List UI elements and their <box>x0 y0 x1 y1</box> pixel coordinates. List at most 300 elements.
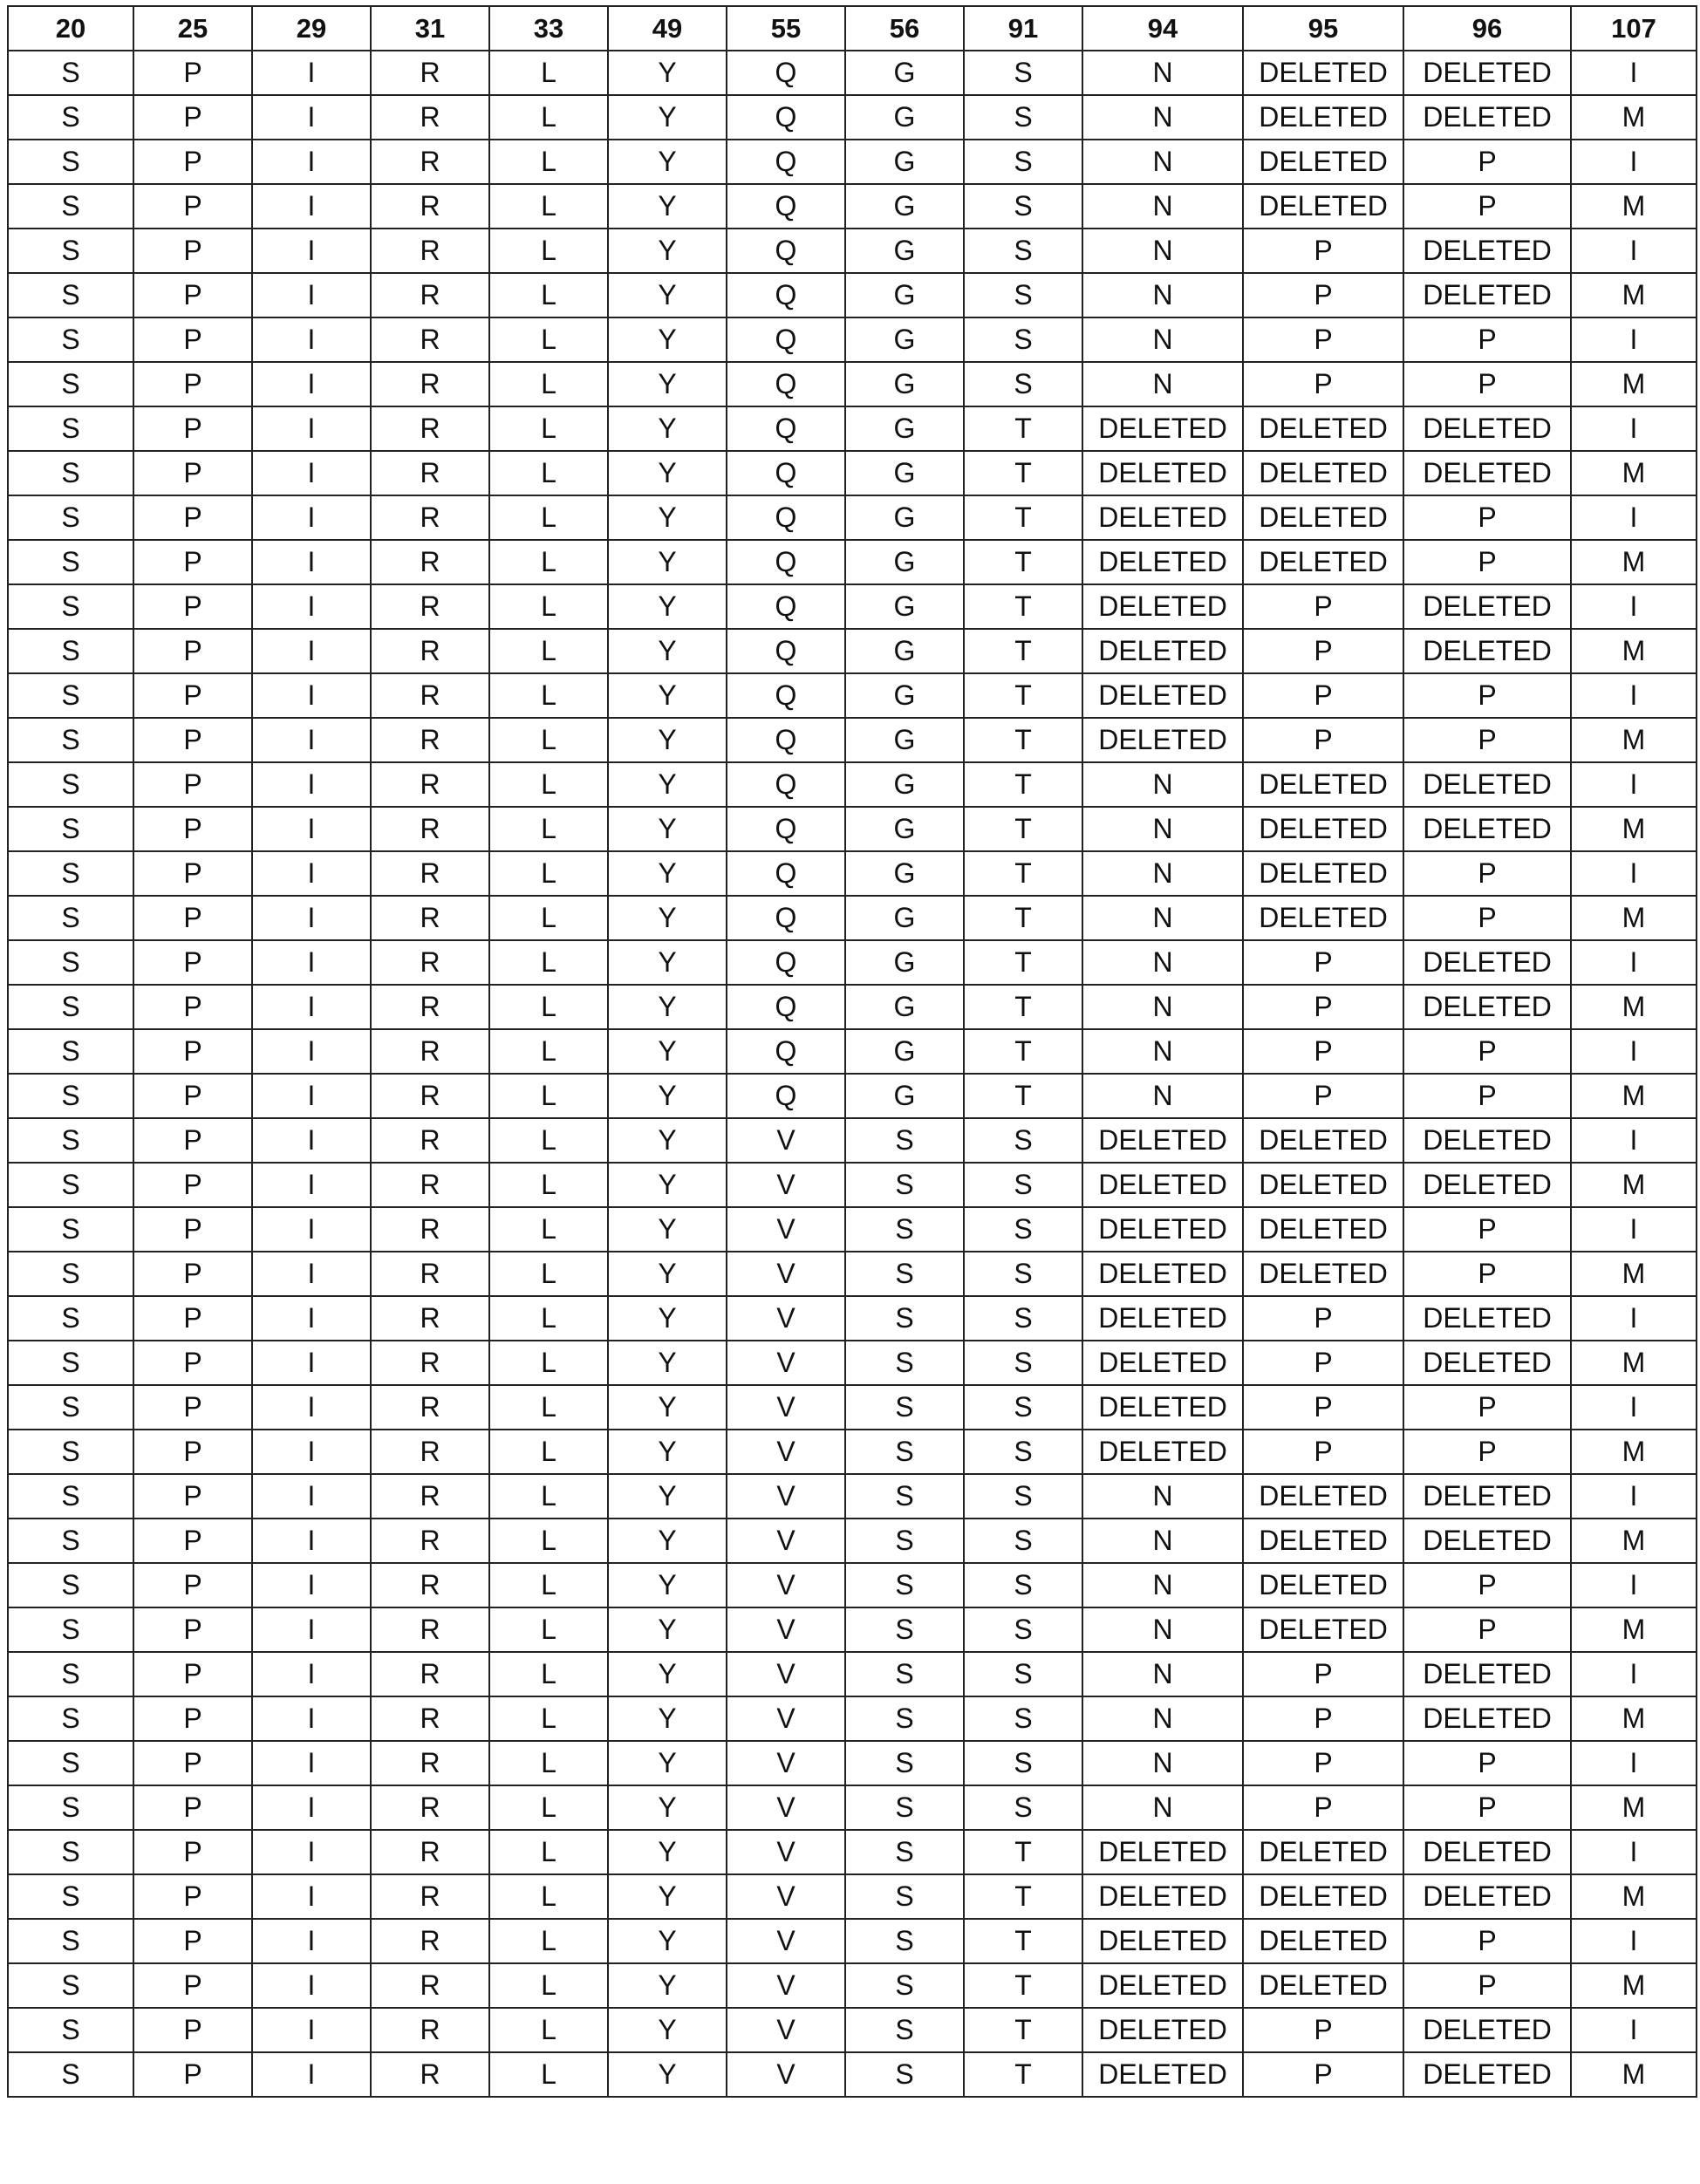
table-cell-pos-29: I <box>252 51 371 95</box>
table-cell-pos-91: T <box>964 2008 1082 2052</box>
table-cell-pos-94: DELETED <box>1082 2008 1243 2052</box>
table-cell-pos-94: N <box>1082 362 1243 406</box>
table-cell-pos-55: V <box>727 1652 845 1696</box>
table-cell-pos-94: DELETED <box>1082 1296 1243 1341</box>
table-cell-pos-56: G <box>845 229 964 273</box>
table-cell-pos-96: P <box>1403 140 1571 184</box>
table-cell-pos-25: P <box>133 540 252 584</box>
table-cell-pos-49: Y <box>608 1252 727 1296</box>
table-cell-pos-33: L <box>489 1785 608 1830</box>
table-cell-pos-25: P <box>133 1341 252 1385</box>
table-cell-pos-94: DELETED <box>1082 1919 1243 1963</box>
table-row <box>8 1785 1697 1830</box>
table-cell-pos-107: I <box>1571 317 1697 362</box>
table-cell-pos-29: I <box>252 629 371 673</box>
table-cell-pos-55: Q <box>727 851 845 896</box>
table-row <box>8 51 1697 95</box>
table-cell-pos-96: P <box>1403 317 1571 362</box>
table-cell-pos-33: L <box>489 451 608 495</box>
table-cell-pos-33: L <box>489 985 608 1029</box>
table-cell-pos-91: S <box>964 1696 1082 1741</box>
table-cell-pos-95: P <box>1243 229 1403 273</box>
table-cell-pos-29: I <box>252 406 371 451</box>
table-cell-pos-94: DELETED <box>1082 584 1243 629</box>
table-cell-pos-95: P <box>1243 1741 1403 1785</box>
table-cell-pos-31: R <box>371 584 489 629</box>
table-cell-pos-29: I <box>252 2008 371 2052</box>
column-header-55: 55 <box>727 6 845 51</box>
table-cell-pos-20: S <box>8 1519 133 1563</box>
table-cell-pos-33: L <box>489 673 608 718</box>
table-cell-pos-25: P <box>133 1519 252 1563</box>
table-cell-pos-94: N <box>1082 140 1243 184</box>
table-cell-pos-107: I <box>1571 673 1697 718</box>
table-cell-pos-25: P <box>133 1474 252 1519</box>
table-cell-pos-25: P <box>133 95 252 140</box>
table-cell-pos-49: Y <box>608 184 727 229</box>
table-row <box>8 1341 1697 1385</box>
table-cell-pos-107: M <box>1571 1074 1697 1118</box>
table-cell-pos-49: Y <box>608 985 727 1029</box>
table-cell-pos-49: Y <box>608 406 727 451</box>
table-cell-pos-107: I <box>1571 1563 1697 1607</box>
table-cell-pos-29: I <box>252 1919 371 1963</box>
table-cell-pos-31: R <box>371 140 489 184</box>
table-cell-pos-33: L <box>489 273 608 317</box>
table-row <box>8 495 1697 540</box>
table-cell-pos-20: S <box>8 807 133 851</box>
table-cell-pos-91: S <box>964 317 1082 362</box>
table-cell-pos-56: S <box>845 1830 964 1874</box>
table-cell-pos-91: S <box>964 1430 1082 1474</box>
table-cell-pos-49: Y <box>608 51 727 95</box>
table-cell-pos-20: S <box>8 1118 133 1163</box>
table-cell-pos-91: S <box>964 273 1082 317</box>
column-header-31: 31 <box>371 6 489 51</box>
table-row <box>8 1563 1697 1607</box>
table-cell-pos-94: N <box>1082 896 1243 940</box>
table-cell-pos-49: Y <box>608 95 727 140</box>
table-cell-pos-96: P <box>1403 495 1571 540</box>
table-cell-pos-91: T <box>964 1029 1082 1074</box>
table-cell-pos-56: G <box>845 673 964 718</box>
table-cell-pos-94: N <box>1082 317 1243 362</box>
table-cell-pos-31: R <box>371 940 489 985</box>
table-cell-pos-56: S <box>845 1696 964 1741</box>
table-cell-pos-33: L <box>489 1741 608 1785</box>
column-header-94: 94 <box>1082 6 1243 51</box>
table-cell-pos-20: S <box>8 584 133 629</box>
table-cell-pos-94: DELETED <box>1082 718 1243 762</box>
table-row <box>8 1652 1697 1696</box>
table-cell-pos-29: I <box>252 1074 371 1118</box>
table-cell-pos-31: R <box>371 184 489 229</box>
table-cell-pos-20: S <box>8 2008 133 2052</box>
table-cell-pos-56: G <box>845 406 964 451</box>
table-row <box>8 1874 1697 1919</box>
table-cell-pos-31: R <box>371 1607 489 1652</box>
table-cell-pos-31: R <box>371 762 489 807</box>
table-cell-pos-95: DELETED <box>1243 1163 1403 1207</box>
table-cell-pos-94: N <box>1082 1029 1243 1074</box>
table-cell-pos-107: M <box>1571 1696 1697 1741</box>
table-cell-pos-91: T <box>964 673 1082 718</box>
table-cell-pos-20: S <box>8 1296 133 1341</box>
table-cell-pos-29: I <box>252 1430 371 1474</box>
table-cell-pos-94: N <box>1082 807 1243 851</box>
table-cell-pos-91: S <box>964 1252 1082 1296</box>
table-cell-pos-20: S <box>8 896 133 940</box>
table-cell-pos-49: Y <box>608 1118 727 1163</box>
table-cell-pos-55: V <box>727 1341 845 1385</box>
table-cell-pos-33: L <box>489 629 608 673</box>
table-row <box>8 229 1697 273</box>
table-cell-pos-31: R <box>371 807 489 851</box>
table-cell-pos-25: P <box>133 1785 252 1830</box>
table-cell-pos-96: DELETED <box>1403 1474 1571 1519</box>
table-cell-pos-56: S <box>845 1652 964 1696</box>
header-row <box>8 6 1697 51</box>
table-cell-pos-96: DELETED <box>1403 451 1571 495</box>
table-cell-pos-56: S <box>845 1474 964 1519</box>
table-cell-pos-49: Y <box>608 1963 727 2008</box>
table-cell-pos-56: G <box>845 1029 964 1074</box>
table-cell-pos-33: L <box>489 95 608 140</box>
table-cell-pos-107: I <box>1571 940 1697 985</box>
mutation-table <box>7 5 1697 2098</box>
table-cell-pos-55: Q <box>727 140 845 184</box>
table-row <box>8 1474 1697 1519</box>
table-cell-pos-96: P <box>1403 184 1571 229</box>
table-cell-pos-96: DELETED <box>1403 95 1571 140</box>
table-cell-pos-94: DELETED <box>1082 1252 1243 1296</box>
table-cell-pos-33: L <box>489 1252 608 1296</box>
table-cell-pos-33: L <box>489 1074 608 1118</box>
table-cell-pos-20: S <box>8 1696 133 1741</box>
table-cell-pos-95: DELETED <box>1243 1474 1403 1519</box>
table-cell-pos-33: L <box>489 2008 608 2052</box>
table-cell-pos-95: DELETED <box>1243 1874 1403 1919</box>
table-row <box>8 851 1697 896</box>
table-cell-pos-55: V <box>727 1296 845 1341</box>
table-cell-pos-91: T <box>964 1963 1082 2008</box>
table-cell-pos-95: P <box>1243 1029 1403 1074</box>
table-cell-pos-29: I <box>252 807 371 851</box>
table-cell-pos-55: V <box>727 1252 845 1296</box>
table-cell-pos-29: I <box>252 451 371 495</box>
table-cell-pos-55: V <box>727 1430 845 1474</box>
table-row <box>8 2052 1697 2097</box>
table-cell-pos-29: I <box>252 1830 371 1874</box>
table-cell-pos-31: R <box>371 985 489 1029</box>
table-cell-pos-33: L <box>489 184 608 229</box>
table-cell-pos-94: DELETED <box>1082 540 1243 584</box>
table-cell-pos-55: Q <box>727 184 845 229</box>
table-cell-pos-31: R <box>371 1252 489 1296</box>
table-cell-pos-49: Y <box>608 718 727 762</box>
table-cell-pos-95: P <box>1243 584 1403 629</box>
table-cell-pos-29: I <box>252 762 371 807</box>
table-cell-pos-25: P <box>133 1741 252 1785</box>
table-cell-pos-95: DELETED <box>1243 1563 1403 1607</box>
table-cell-pos-96: P <box>1403 1563 1571 1607</box>
table-cell-pos-31: R <box>371 1385 489 1430</box>
table-row <box>8 1074 1697 1118</box>
table-cell-pos-55: Q <box>727 673 845 718</box>
table-cell-pos-20: S <box>8 184 133 229</box>
table-cell-pos-91: T <box>964 985 1082 1029</box>
table-cell-pos-107: M <box>1571 540 1697 584</box>
table-cell-pos-31: R <box>371 1474 489 1519</box>
table-cell-pos-33: L <box>489 1474 608 1519</box>
table-cell-pos-33: L <box>489 1919 608 1963</box>
table-cell-pos-20: S <box>8 851 133 896</box>
table-cell-pos-25: P <box>133 184 252 229</box>
table-cell-pos-25: P <box>133 1118 252 1163</box>
table-cell-pos-96: DELETED <box>1403 985 1571 1029</box>
table-cell-pos-55: V <box>727 1207 845 1252</box>
table-cell-pos-49: Y <box>608 896 727 940</box>
table-cell-pos-25: P <box>133 1207 252 1252</box>
table-cell-pos-55: Q <box>727 495 845 540</box>
table-cell-pos-55: Q <box>727 229 845 273</box>
table-cell-pos-94: N <box>1082 1607 1243 1652</box>
table-cell-pos-29: I <box>252 140 371 184</box>
table-cell-pos-91: S <box>964 1519 1082 1563</box>
table-row <box>8 2008 1697 2052</box>
table-cell-pos-20: S <box>8 985 133 1029</box>
table-cell-pos-56: G <box>845 762 964 807</box>
table-cell-pos-91: S <box>964 1341 1082 1385</box>
table-cell-pos-29: I <box>252 1607 371 1652</box>
table-cell-pos-96: DELETED <box>1403 807 1571 851</box>
table-cell-pos-49: Y <box>608 1474 727 1519</box>
table-row <box>8 1252 1697 1296</box>
table-cell-pos-107: I <box>1571 1652 1697 1696</box>
table-cell-pos-55: Q <box>727 985 845 1029</box>
table-cell-pos-29: I <box>252 1296 371 1341</box>
table-row <box>8 1607 1697 1652</box>
table-cell-pos-91: S <box>964 51 1082 95</box>
table-cell-pos-49: Y <box>608 1563 727 1607</box>
table-cell-pos-31: R <box>371 1118 489 1163</box>
table-row <box>8 1118 1697 1163</box>
table-cell-pos-91: T <box>964 584 1082 629</box>
table-cell-pos-96: DELETED <box>1403 1519 1571 1563</box>
table-cell-pos-96: DELETED <box>1403 406 1571 451</box>
table-cell-pos-56: G <box>845 629 964 673</box>
table-cell-pos-94: DELETED <box>1082 1163 1243 1207</box>
table-cell-pos-95: P <box>1243 1296 1403 1341</box>
table-cell-pos-25: P <box>133 1296 252 1341</box>
table-cell-pos-94: DELETED <box>1082 1830 1243 1874</box>
table-cell-pos-49: Y <box>608 762 727 807</box>
table-cell-pos-33: L <box>489 1963 608 2008</box>
table-cell-pos-94: N <box>1082 1519 1243 1563</box>
table-cell-pos-55: V <box>727 1563 845 1607</box>
table-cell-pos-56: G <box>845 95 964 140</box>
table-cell-pos-31: R <box>371 1830 489 1874</box>
table-cell-pos-20: S <box>8 273 133 317</box>
table-cell-pos-107: M <box>1571 629 1697 673</box>
table-cell-pos-33: L <box>489 1296 608 1341</box>
table-cell-pos-29: I <box>252 1341 371 1385</box>
table-cell-pos-20: S <box>8 1474 133 1519</box>
table-cell-pos-49: Y <box>608 2052 727 2097</box>
table-cell-pos-96: P <box>1403 1029 1571 1074</box>
table-cell-pos-95: P <box>1243 1430 1403 1474</box>
table-cell-pos-95: DELETED <box>1243 896 1403 940</box>
table-cell-pos-25: P <box>133 1830 252 1874</box>
table-cell-pos-33: L <box>489 1341 608 1385</box>
table-cell-pos-31: R <box>371 1074 489 1118</box>
table-cell-pos-91: S <box>964 229 1082 273</box>
column-header-91: 91 <box>964 6 1082 51</box>
table-cell-pos-33: L <box>489 1385 608 1430</box>
table-cell-pos-25: P <box>133 406 252 451</box>
table-cell-pos-29: I <box>252 1519 371 1563</box>
table-cell-pos-33: L <box>489 1430 608 1474</box>
table-cell-pos-96: DELETED <box>1403 940 1571 985</box>
table-cell-pos-20: S <box>8 140 133 184</box>
table-row <box>8 1963 1697 2008</box>
table-cell-pos-49: Y <box>608 362 727 406</box>
table-cell-pos-20: S <box>8 629 133 673</box>
table-cell-pos-56: G <box>845 896 964 940</box>
table-cell-pos-107: I <box>1571 762 1697 807</box>
table-cell-pos-55: Q <box>727 95 845 140</box>
table-cell-pos-94: N <box>1082 1696 1243 1741</box>
table-cell-pos-49: Y <box>608 1029 727 1074</box>
table-cell-pos-31: R <box>371 896 489 940</box>
table-cell-pos-95: P <box>1243 629 1403 673</box>
table-cell-pos-56: S <box>845 1207 964 1252</box>
table-cell-pos-55: V <box>727 1919 845 1963</box>
table-cell-pos-33: L <box>489 718 608 762</box>
column-header-49: 49 <box>608 6 727 51</box>
table-cell-pos-107: M <box>1571 1963 1697 2008</box>
table-cell-pos-107: I <box>1571 584 1697 629</box>
table-cell-pos-55: V <box>727 1874 845 1919</box>
table-cell-pos-94: DELETED <box>1082 1874 1243 1919</box>
table-cell-pos-49: Y <box>608 1430 727 1474</box>
table-row <box>8 1919 1697 1963</box>
table-cell-pos-94: DELETED <box>1082 673 1243 718</box>
table-cell-pos-94: DELETED <box>1082 1963 1243 2008</box>
table-cell-pos-31: R <box>371 540 489 584</box>
table-cell-pos-49: Y <box>608 1830 727 1874</box>
table-cell-pos-56: G <box>845 851 964 896</box>
table-cell-pos-20: S <box>8 495 133 540</box>
table-cell-pos-95: P <box>1243 1341 1403 1385</box>
table-cell-pos-91: S <box>964 1563 1082 1607</box>
table-cell-pos-31: R <box>371 673 489 718</box>
table-cell-pos-55: Q <box>727 584 845 629</box>
table-cell-pos-29: I <box>252 1029 371 1074</box>
table-cell-pos-49: Y <box>608 1163 727 1207</box>
table-cell-pos-96: P <box>1403 673 1571 718</box>
table-cell-pos-55: Q <box>727 807 845 851</box>
table-cell-pos-33: L <box>489 762 608 807</box>
table-row <box>8 406 1697 451</box>
table-cell-pos-96: P <box>1403 1385 1571 1430</box>
table-cell-pos-107: M <box>1571 807 1697 851</box>
table-cell-pos-20: S <box>8 673 133 718</box>
table-cell-pos-31: R <box>371 95 489 140</box>
table-cell-pos-56: S <box>845 1785 964 1830</box>
table-cell-pos-96: DELETED <box>1403 2008 1571 2052</box>
table-cell-pos-29: I <box>252 1252 371 1296</box>
table-cell-pos-91: S <box>964 1163 1082 1207</box>
table-cell-pos-20: S <box>8 1652 133 1696</box>
table-cell-pos-56: S <box>845 1296 964 1341</box>
table-cell-pos-107: M <box>1571 718 1697 762</box>
table-cell-pos-33: L <box>489 1163 608 1207</box>
table-cell-pos-33: L <box>489 584 608 629</box>
table-row <box>8 140 1697 184</box>
table-cell-pos-25: P <box>133 451 252 495</box>
table-cell-pos-29: I <box>252 495 371 540</box>
table-cell-pos-56: G <box>845 718 964 762</box>
table-cell-pos-29: I <box>252 985 371 1029</box>
table-cell-pos-20: S <box>8 1919 133 1963</box>
table-cell-pos-107: I <box>1571 406 1697 451</box>
table-cell-pos-29: I <box>252 584 371 629</box>
table-cell-pos-49: Y <box>608 673 727 718</box>
table-cell-pos-55: Q <box>727 451 845 495</box>
table-cell-pos-49: Y <box>608 1074 727 1118</box>
table-cell-pos-31: R <box>371 273 489 317</box>
table-cell-pos-95: DELETED <box>1243 95 1403 140</box>
table-cell-pos-95: DELETED <box>1243 1118 1403 1163</box>
table-cell-pos-25: P <box>133 1074 252 1118</box>
table-cell-pos-94: DELETED <box>1082 2052 1243 2097</box>
table-cell-pos-55: V <box>727 1474 845 1519</box>
table-cell-pos-56: S <box>845 2008 964 2052</box>
table-cell-pos-91: T <box>964 451 1082 495</box>
table-cell-pos-25: P <box>133 940 252 985</box>
table-cell-pos-95: DELETED <box>1243 140 1403 184</box>
table-cell-pos-96: DELETED <box>1403 629 1571 673</box>
table-cell-pos-55: Q <box>727 317 845 362</box>
table-cell-pos-49: Y <box>608 1341 727 1385</box>
table-cell-pos-20: S <box>8 1741 133 1785</box>
table-cell-pos-95: DELETED <box>1243 1607 1403 1652</box>
table-cell-pos-31: R <box>371 451 489 495</box>
table-cell-pos-94: DELETED <box>1082 1118 1243 1163</box>
table-cell-pos-49: Y <box>608 229 727 273</box>
table-cell-pos-107: M <box>1571 1785 1697 1830</box>
table-cell-pos-91: T <box>964 2052 1082 2097</box>
table-cell-pos-96: DELETED <box>1403 273 1571 317</box>
table-cell-pos-25: P <box>133 985 252 1029</box>
table-row <box>8 317 1697 362</box>
table-cell-pos-107: I <box>1571 851 1697 896</box>
table-cell-pos-96: P <box>1403 1607 1571 1652</box>
table-cell-pos-91: S <box>964 362 1082 406</box>
table-cell-pos-29: I <box>252 851 371 896</box>
table-row <box>8 540 1697 584</box>
table-cell-pos-49: Y <box>608 629 727 673</box>
table-cell-pos-91: T <box>964 406 1082 451</box>
table-cell-pos-31: R <box>371 1296 489 1341</box>
table-cell-pos-20: S <box>8 229 133 273</box>
table-cell-pos-31: R <box>371 362 489 406</box>
table-cell-pos-55: Q <box>727 940 845 985</box>
table-cell-pos-107: I <box>1571 1118 1697 1163</box>
table-cell-pos-94: N <box>1082 51 1243 95</box>
table-cell-pos-95: DELETED <box>1243 851 1403 896</box>
